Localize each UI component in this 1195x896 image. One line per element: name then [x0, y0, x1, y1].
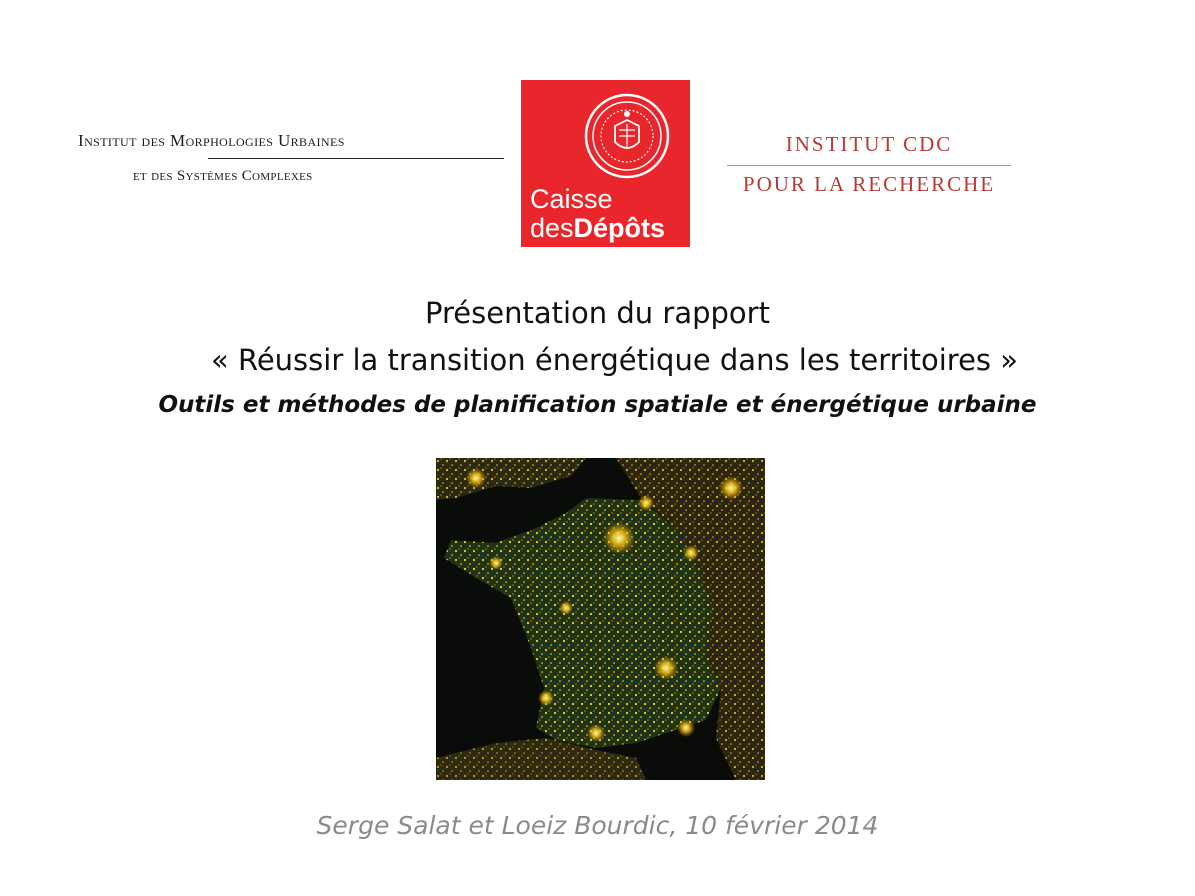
seal-icon	[583, 92, 671, 180]
imu-logo-line2: et des Systèmes Complexes	[133, 168, 313, 184]
imu-logo	[78, 131, 484, 185]
institut-cdc-logo	[727, 132, 1011, 197]
caisse-des-depots-logo	[521, 80, 690, 247]
france-map-graphic	[436, 458, 765, 780]
institut-cdc-line2: POUR LA RECHERCHE	[742, 172, 996, 196]
imu-logo-line1: Institut des Morphologies Urbaines	[78, 131, 345, 150]
cdc-logo-word1: Caisse	[530, 184, 613, 214]
report-title-line1: Présentation du rapport	[425, 296, 770, 330]
imu-logo-divider	[208, 158, 504, 159]
france-night-lights-image	[436, 458, 765, 780]
report-title-line2: « Réussir la transition énergétique dans les territoires »	[211, 343, 1018, 377]
cdc-logo-word2: desDépôts	[530, 213, 666, 243]
institut-cdc-divider	[727, 165, 1011, 166]
institut-cdc-line1: INSTITUT CDC	[785, 132, 953, 156]
report-subtitle: Outils et méthodes de planification spatiale et énergétique urbaine	[158, 392, 1037, 418]
author-date-line: Serge Salat et Loeiz Bourdic, 10 février 2014	[316, 811, 879, 840]
